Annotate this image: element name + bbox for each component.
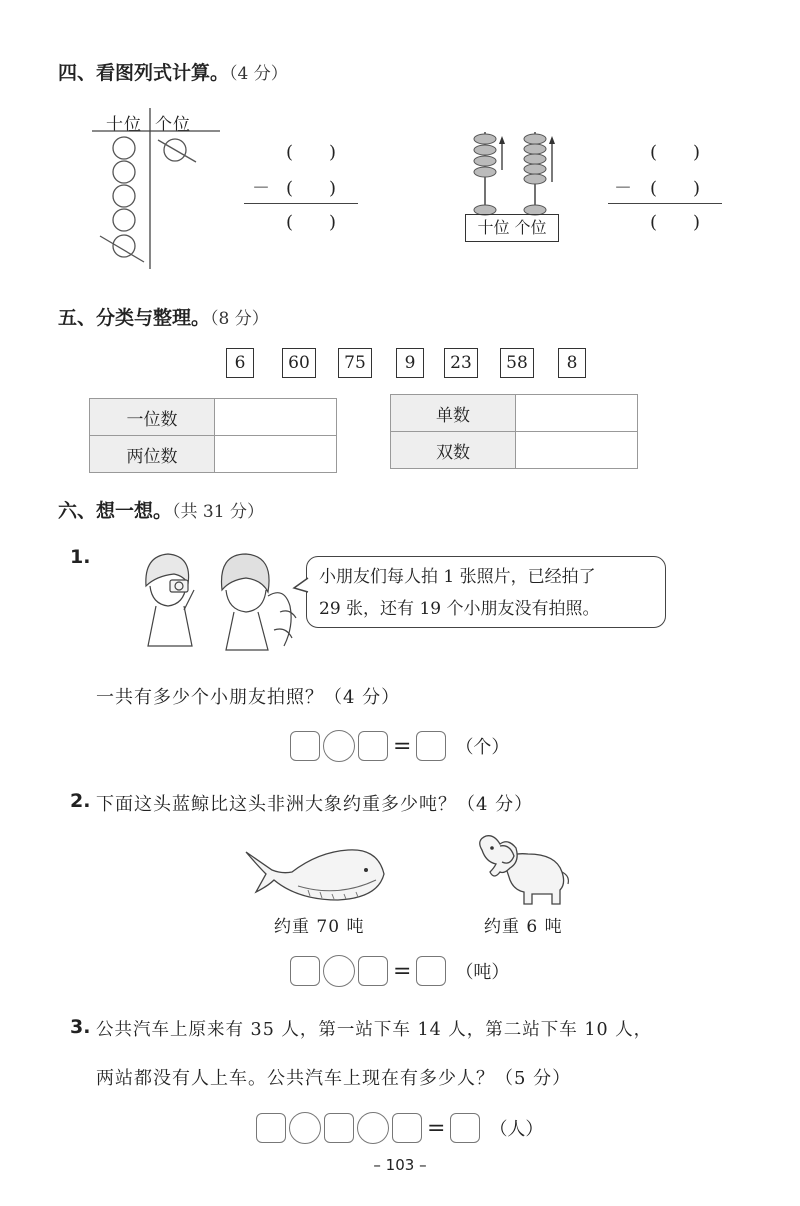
- row-label-one-digit: 一位数: [90, 399, 215, 436]
- calc1-blank-middle[interactable]: ( ): [286, 178, 337, 199]
- q3-equation: [256, 1112, 543, 1144]
- answer-box[interactable]: [324, 1113, 354, 1143]
- one-digit-answer-cell[interactable]: [215, 399, 337, 436]
- speech-bubble-tail: [292, 576, 310, 596]
- children-photo-illustration: [134, 546, 304, 654]
- operator-circle[interactable]: [289, 1112, 321, 1144]
- q3-line-2: 两站都没有人上车。公共汽车上现在有多少人？（5 分）: [96, 1068, 572, 1089]
- even-answer-cell[interactable]: [516, 432, 638, 469]
- operator-circle[interactable]: [357, 1112, 389, 1144]
- answer-box[interactable]: [290, 731, 320, 761]
- section-6-heading: 六、想一想。: [58, 500, 173, 522]
- odd-answer-cell[interactable]: [516, 395, 638, 432]
- elephant-illustration: [470, 832, 574, 908]
- calc1-blank-result[interactable]: ( ): [286, 212, 337, 233]
- number-card: 8: [558, 348, 586, 378]
- q3-unit: （人）: [489, 1119, 544, 1140]
- answer-box[interactable]: [256, 1113, 286, 1143]
- q2-question: 下面这头蓝鲸比这头非洲大象约重多少吨？（4 分）: [96, 794, 534, 815]
- calc2-blank-top[interactable]: ( ): [650, 142, 701, 163]
- q3-line-1: 公共汽车上原来有 35 人，第一站下车 14 人，第二站下车 10 人，: [96, 1020, 653, 1040]
- equals-sign: =: [427, 1115, 446, 1141]
- operator-circle[interactable]: [323, 730, 355, 762]
- abacus-label: 十位 个位: [465, 214, 559, 242]
- q1-unit: （个）: [455, 737, 510, 758]
- page-number: – 103 –: [373, 1156, 427, 1174]
- q2-equation: [290, 955, 509, 987]
- place-chart-ones-header: 个位: [155, 115, 191, 135]
- elephant-weight-label: 约重 6 吨: [484, 917, 563, 937]
- number-card: 58: [500, 348, 534, 378]
- row-label-odd: 单数: [391, 395, 516, 432]
- answer-box[interactable]: [358, 956, 388, 986]
- q1-question: 一共有多少个小朋友拍照？（4 分）: [96, 687, 401, 708]
- equals-sign: =: [393, 733, 412, 759]
- digit-count-table: [89, 398, 337, 473]
- row-label-even: 双数: [391, 432, 516, 469]
- number-card: 6: [226, 348, 254, 378]
- speech-bubble: [306, 556, 666, 628]
- section-5-score: （8 分）: [210, 309, 269, 329]
- number-card: 23: [444, 348, 478, 378]
- q3-number: 3.: [70, 1016, 91, 1038]
- section-6-score: （共 31 分）: [172, 502, 264, 522]
- q2-unit: （吨）: [455, 962, 510, 983]
- answer-box[interactable]: [392, 1113, 422, 1143]
- whale-weight-label: 约重 70 吨: [274, 917, 365, 937]
- section-4-title: [58, 58, 288, 85]
- answer-box[interactable]: [290, 956, 320, 986]
- whale-illustration: [238, 840, 388, 908]
- bubble-line-1: 小朋友们每人拍 1 张照片，已经拍了: [319, 567, 596, 587]
- section-6-title: [58, 496, 264, 523]
- calc2-blank-result[interactable]: ( ): [650, 212, 701, 233]
- answer-box[interactable]: [358, 731, 388, 761]
- number-card: 9: [396, 348, 424, 378]
- result-box[interactable]: [450, 1113, 480, 1143]
- q2-number: 2.: [70, 790, 91, 812]
- calc2-rule: [608, 203, 722, 204]
- number-card: 75: [338, 348, 372, 378]
- place-chart-tens-header: 十位: [106, 115, 142, 135]
- calc1-rule: [244, 203, 358, 204]
- two-digit-answer-cell[interactable]: [215, 436, 337, 473]
- section-4-score: （4 分）: [229, 64, 288, 84]
- operator-circle[interactable]: [323, 955, 355, 987]
- bubble-line-2: 29 张，还有 19 个小朋友没有拍照。: [319, 599, 600, 619]
- result-box[interactable]: [416, 956, 446, 986]
- place-value-chart: [92, 104, 224, 274]
- result-box[interactable]: [416, 731, 446, 761]
- calc1-blank-top[interactable]: ( ): [286, 142, 337, 163]
- section-5-title: [58, 303, 269, 330]
- calc1-minus: －: [252, 178, 270, 199]
- number-card: 60: [282, 348, 316, 378]
- odd-even-table: [390, 394, 638, 469]
- section-4-heading: 四、看图列式计算。: [58, 62, 230, 84]
- q1-number: 1.: [70, 546, 91, 568]
- section-5-heading: 五、分类与整理。: [58, 307, 211, 329]
- calc2-blank-middle[interactable]: ( ): [650, 178, 701, 199]
- abacus: [460, 124, 570, 220]
- row-label-two-digit: 两位数: [90, 436, 215, 473]
- equals-sign: =: [393, 958, 412, 984]
- q1-equation: [290, 730, 509, 762]
- calc2-minus: －: [614, 178, 632, 199]
